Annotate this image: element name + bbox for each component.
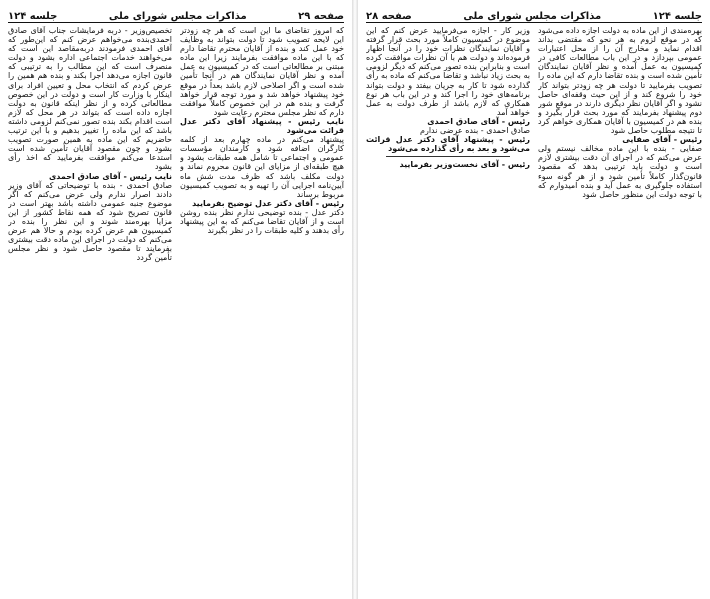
speaker-line: رئیس - پیشنهاد آقای دکتر عدل قرائت می‌شود و بعد به رأی گذارده می‌شود: [366, 135, 530, 154]
paragraph: صادق احمدی - بنده عرضی ندارم: [420, 126, 530, 136]
speaker-line: رئیس - آقای نخست‌وزیر بفرمایید: [399, 160, 530, 170]
right-page-column-left: [366, 26, 530, 593]
speaker-line: رئیس - آقای صادق احمدی: [427, 116, 530, 126]
paragraph: وزیر کار - اجازه می‌فرمایید عرض کنم که این موضوع در کمیسیون کاملاً مورد بحث قرار گرفته و آقایان نمایندگان نظرات خود را در آنجا اظهار فرموده‌اند و دولت هم با آن نظرات موافقت کرده است و بنابراین بنده تصور می‌کنم که دیگر لزومی به بحث زیاد نباشد و تقاضا می‌کنم که ماده به رأی گذارده شود تا کار به جریان بیفتد و دولت بتواند برنامه‌های خود را اجرا کند و در این باب هر نوع همکاری که لازم باشد از طرف دولت به عمل خواهد آمد: [366, 26, 530, 117]
paragraph: بهره‌مندی از این ماده به دولت اجازه داده می‌شود که در موقع لزوم به هر نحو که مقتضی بداند اقدام نماید و مخارج آن را از محل اعتبارات عمومی بپردازد و در این باب مطالعات کافی در کمیسیون به عمل آمده و نظر آقایان نمایندگان تأمین شده است و بنده تقاضا دارم که این ماده را تصویب بفرمایید تا دولت هر چه زودتر بتواند کار خود را شروع کند و از این حیث وقفه‌ای حاصل نشود و اگر آقایان نظر دیگری دارند در موقع شور دوم پیشنهاد بفرمایند که مورد بحث قرار بگیرد و بنده هم در کمیسیون با آقایان همکاری خواهم کرد تا نتیجه مطلوب حاصل شود: [538, 26, 702, 136]
paragraph: که امروز تقاضای ما این است که هر چه زودتر این لایحه تصویب شود تا دولت بتواند به وظایف خود عمل کند و بنده از آقایان محترم تقاضا دارم که با این ماده موافقت بفرمایند زیرا این ماده مبتنی بر مطالعاتی است که در کمیسیون به عمل آمده و نظر آقایان نمایندگان هم در آنجا تأمین شده است و اگر اصلاحی لازم باشد بعداً در موقع خود پیشنهاد خواهد شد و مورد توجه قرار خواهد گرفت و بنده هم در این خصوص کاملاً موافقت دارم که نظر مجلس محترم رعایت شود: [180, 26, 344, 117]
right-page-body: [366, 26, 702, 593]
divider: [386, 156, 510, 157]
left-page-title: مذاکرات مجلس شورای ملی: [108, 11, 247, 22]
left-page-number: صفحه ۲۹: [298, 11, 344, 22]
speaker-line: نایب رئیس - پیشنهاد آقای دکتر عدل قرائت می‌شود: [180, 116, 344, 136]
paragraph: دکتر عدل - بنده توضیحی ندارم نظر بنده روشن است و از آقایان تقاضا می‌کنم که به این پیشنهاد رأی بدهند و کلیه طبقات را در نظر بگیرند: [180, 207, 344, 236]
left-page-column-right: [180, 26, 344, 593]
paragraph: صادق احمدی - بنده با توضیحاتی که آقای وزیر دادند اصرار ندارم ولی عرض می‌کنم که اگر موضوع جنبه عمومی داشته باشد بهتر است در قانون تصریح شود که همه نقاط کشور از این مزایا بهره‌مند شوند و این نظر را بنده در کمیسیون هم عرض کرده بودم و حالا هم عرض می‌کنم که دولت در اجرای این ماده دقت بیشتری بفرمایند تا مقصود حاصل شود و نظر مجلس تأمین گردد: [8, 180, 172, 263]
right-page-header: [366, 6, 702, 23]
right-page: [358, 0, 710, 599]
left-page-session: جلسه ۱۲۴: [8, 11, 58, 22]
left-page: [0, 0, 352, 599]
speaker-line: رئیس - آقای صفایی: [622, 135, 702, 145]
paragraph: تخصیص‌وزیر - دربه فرمایشات جناب آقای صادق احمدی‌بنده می‌خواهم عرض کنم که این‌طور که آقای احمدی فرمودند دربه‌مقاصد این است که می‌خواهند خدمات اجتماعی اداره بشود و دولت منصرف است که این مطالب را به ترتیبی که قانون اجازه می‌دهد اجرا بکند و بنده هم همین را عرض کردم که انتخاب محل و تعیین افراد برای اینکار با وزارت کار است و دولت در این خصوص مطالعاتی کرده و از نظر اینکه قانون به دولت اجازه داده است که بتواند در هر محل که لازم است اقدام بکند بنده تصور نمی‌کنم لزومی داشته باشد که این ماده را تغییر بدهیم و با این ترتیب حاضریم که این ماده به همین صورت تصویب بشود و چون مقصود آقایان تأمین شده است استدعا می‌کنم موافقت بفرمایید که اخذ رأی بشود: [8, 26, 172, 172]
right-page-title: مذاکرات مجلس شورای ملی: [463, 11, 602, 22]
right-page-column-right: [538, 26, 702, 593]
paragraph: پیشنهاد می‌کنم در ماده چهارم بعد از کلمه کارگران اضافه شود و کارمندان مؤسسات عمومی و اجتماعی تا شامل همه طبقات بشود و هیچ طبقه‌ای از مزایای این قانون محروم نماند و دولت مکلف باشد که ظرف مدت شش ماه آیین‌نامه اجرایی آن را تهیه و به تصویب کمیسیون مربوط برساند: [180, 135, 344, 199]
left-page-header: [8, 6, 344, 23]
right-page-session: جلسه ۱۲۴: [652, 11, 702, 22]
left-page-column-left: [8, 26, 172, 593]
speaker-line: رئیس - آقای دکتر عدل توضیح بفرمایید: [192, 198, 344, 208]
right-page-number: صفحه ۲۸: [366, 11, 412, 22]
speaker-line: نایب رئیس - آقای صادق احمدی: [48, 171, 172, 181]
left-page-body: [8, 26, 344, 593]
paragraph: صفایی - بنده با این ماده مخالف نیستم ولی عرض می‌کنم که در اجرای آن دقت بیشتری لازم است و دولت باید ترتیبی بدهد که مقصود قانون‌گذار کاملاً تأمین شود و از هر گونه سوء استفاده جلوگیری به عمل آید و بنده امیدوارم که با توجه دولت این منظور حاصل شود: [538, 144, 702, 199]
